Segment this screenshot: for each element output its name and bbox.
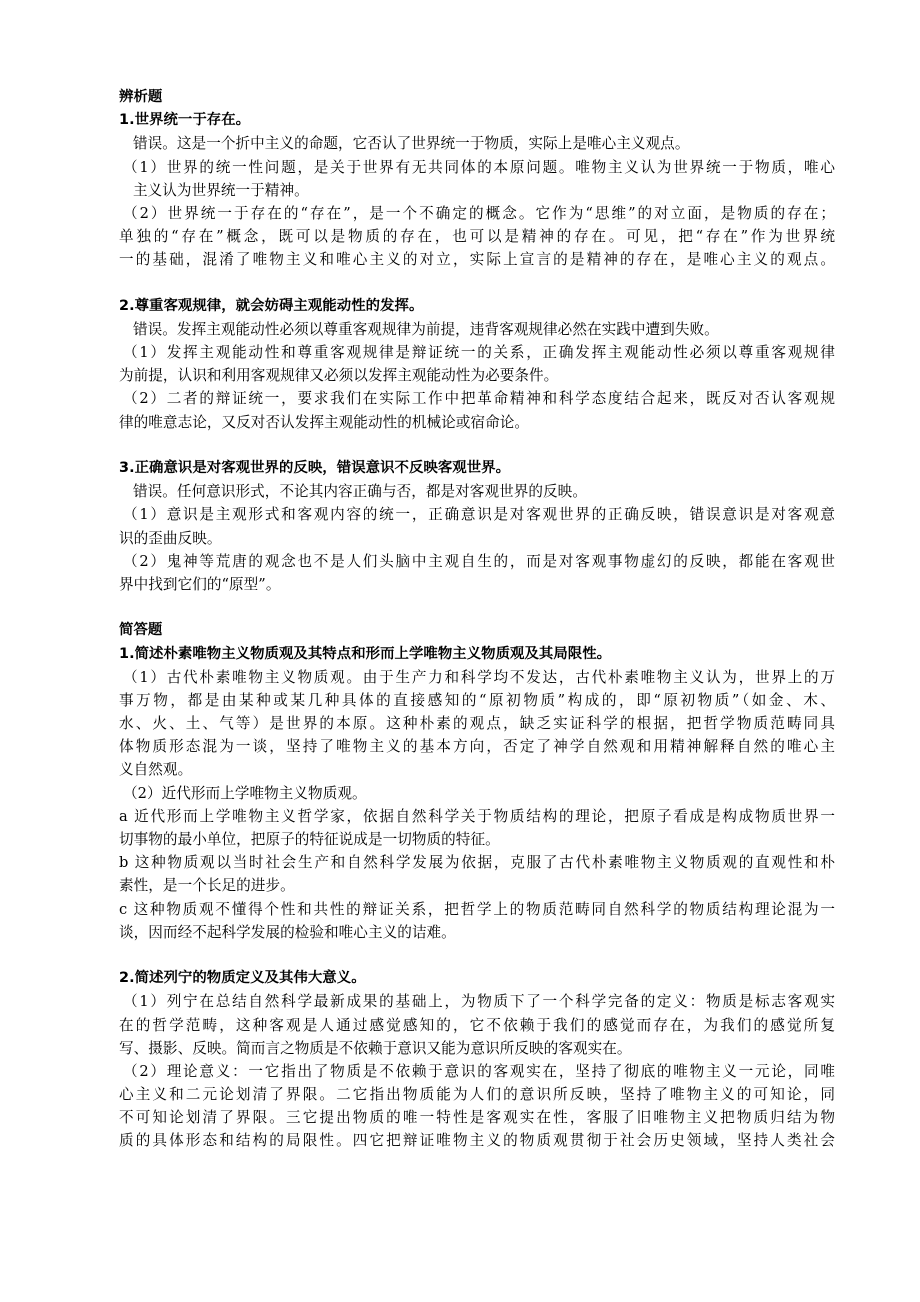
- question-title: 2.简述列宁的物质定义及其伟大意义。: [119, 970, 366, 987]
- answer-line: 为前提，认识和利用客观规律又必须以发挥主观能动性为必要条件。: [119, 367, 559, 385]
- answer-line: 律的唯意志论，又反对否认发挥主观能动性的机械论或宿命论。: [119, 413, 530, 431]
- answer-line: 切事物的最小单位，把原子的特征说成是一切物质的特征。: [119, 831, 500, 848]
- answer-line: 体物质形态混为一谈，坚持了唯物主义的基本方向，否定了神学自然观和用精神解释自然的唯心主: [119, 738, 835, 756]
- answer-line: （1）古代朴素唯物主义物质观。由于生产力和科学均不发达，古代朴素唯物主义认为，世界上的万: [123, 668, 835, 686]
- answer-line: 质的具体形态和结构的局限性。四它把辩证唯物主义的物质观贯彻于社会历史领域，坚持人类社会: [119, 1132, 835, 1150]
- answer-line: （1）意识是主观形式和客观内容的统一，正确意识是对客观世界的正确反映，错误意识是对客观意: [123, 506, 835, 524]
- answer-line: 谈，因而经不起科学发展的检验和唯心主义的诘难。: [119, 923, 456, 941]
- answer-line: 单独的“存在”概念，既可以是物质的存在，也可以是精神的存在。可见，把“存在”作为世界统: [119, 228, 835, 246]
- answer-line: 不可知论划清了界限。三它提出物质的唯一特性是客观实在性，客服了旧唯物主义把物质归结为物: [119, 1109, 835, 1127]
- answer-line: （1）世界的统一性问题，是关于世界有无共同体的本原问题。唯物主义认为世界统一于物质，唯心: [123, 158, 835, 176]
- answer-line: （1）发挥主观能动性和尊重客观规律是辩证统一的关系，正确发挥主观能动性必须以尊重客观规律: [123, 344, 835, 362]
- answer-line: 错误。这是一个折中主义的命题，它否认了世界统一于物质，实际上是唯心主义观点。: [133, 135, 690, 153]
- question-title: 1.简述朴素唯物主义物质观及其特点和形而上学唯物主义物质观及其局限性。: [119, 645, 612, 662]
- answer-line: 心主义和二元论划清了界限。二它指出物质能为人们的意识所反映，坚持了唯物主义的可知论，同: [119, 1086, 835, 1104]
- answer-line: （2）理论意义：一它指出了物质是不依赖于意识的客观实在，坚持了彻底的唯物主义一元论，同唯: [123, 1062, 835, 1080]
- question-title: 1.世界统一于存在。: [119, 112, 251, 129]
- document-page: [119, 86, 835, 1153]
- paragraph-gap: [119, 272, 835, 295]
- answer-line: （1）列宁在总结自然科学最新成果的基础上，为物质下了一个科学完备的定义：物质是标志客观实: [123, 993, 835, 1011]
- answer-line: 界中找到它们的“原型”。: [119, 575, 281, 593]
- paragraph-gap: [119, 944, 835, 967]
- answer-line: 一的基础，混淆了唯物主义和唯心主义的对立，实际上宣言的是精神的存在，是唯心主义的观点。: [119, 251, 835, 269]
- answer-line: 在的哲学范畴，这种客观是人通过感觉感知的，它不依赖于我们的感觉而存在，为我们的感觉所复: [119, 1016, 835, 1034]
- answer-line: 错误。发挥主观能动性必须以尊重客观规律为前提，违背客观规律必然在实践中遭到失败。: [133, 320, 719, 338]
- answer-line: a 近代形而上学唯物主义哲学家，依据自然科学关于物质结构的理论，把原子看成是构成物质世界一: [119, 807, 835, 825]
- answer-line: （2）二者的辩证统一，要求我们在实际工作中把革命精神和科学态度结合起来，既反对否认客观规: [123, 390, 835, 408]
- answer-line: 义自然观。: [119, 761, 193, 779]
- paragraph-gap: [119, 596, 835, 619]
- answer-line: 写、摄影、反映。简而言之物质是不依赖于意识又能为意识所反映的客观实在。: [119, 1039, 632, 1057]
- answer-line: （2）鬼神等荒唐的观念也不是人们头脑中主观自生的，而是对客观事物虚幻的反映，都能在客观世: [123, 552, 835, 570]
- answer-line: 事万物，都是由某种或某几种具体的直接感知的“原初物质”构成的，即“原初物质”（如金、木、: [119, 691, 835, 709]
- answer-line: 错误。任何意识形式，不论其内容正确与否，都是对客观世界的反映。: [133, 483, 587, 501]
- question-title: 2.尊重客观规律，就会妨碍主观能动性的发挥。: [119, 297, 424, 314]
- answer-line: （2）世界统一于存在的“存在”，是一个不确定的概念。它作为“思维”的对立面，是物质的存在；: [123, 204, 835, 222]
- question-title: 3.正确意识是对客观世界的反映，错误意识不反映客观世界。: [119, 460, 511, 476]
- answer-line: 识的歪曲反映。: [119, 529, 222, 547]
- section-title-short: 简答题: [119, 622, 163, 639]
- answer-line: c 这种物质观不懂得个性和共性的辩证关系，把哲学上的物质范畴同自然科学的物质结构理论混为一: [119, 900, 835, 918]
- paragraph-gap: [119, 434, 835, 457]
- answer-line: （2）近代形而上学唯物主义物质观。: [123, 784, 367, 802]
- answer-line: 水、火、土、气等）是世界的本原。这种朴素的观点，缺乏实证科学的根据，把哲学物质范畴同具: [119, 715, 835, 733]
- section-title-analysis: 辨析题: [119, 89, 163, 105]
- answer-line: b 这种物质观以当时社会生产和自然科学发展为依据，克服了古代朴素唯物主义物质观的直观性和朴: [119, 854, 835, 872]
- answer-line: 素性，是一个长足的进步。: [119, 877, 295, 895]
- answer-line: 主义认为世界统一于精神。: [133, 181, 309, 199]
